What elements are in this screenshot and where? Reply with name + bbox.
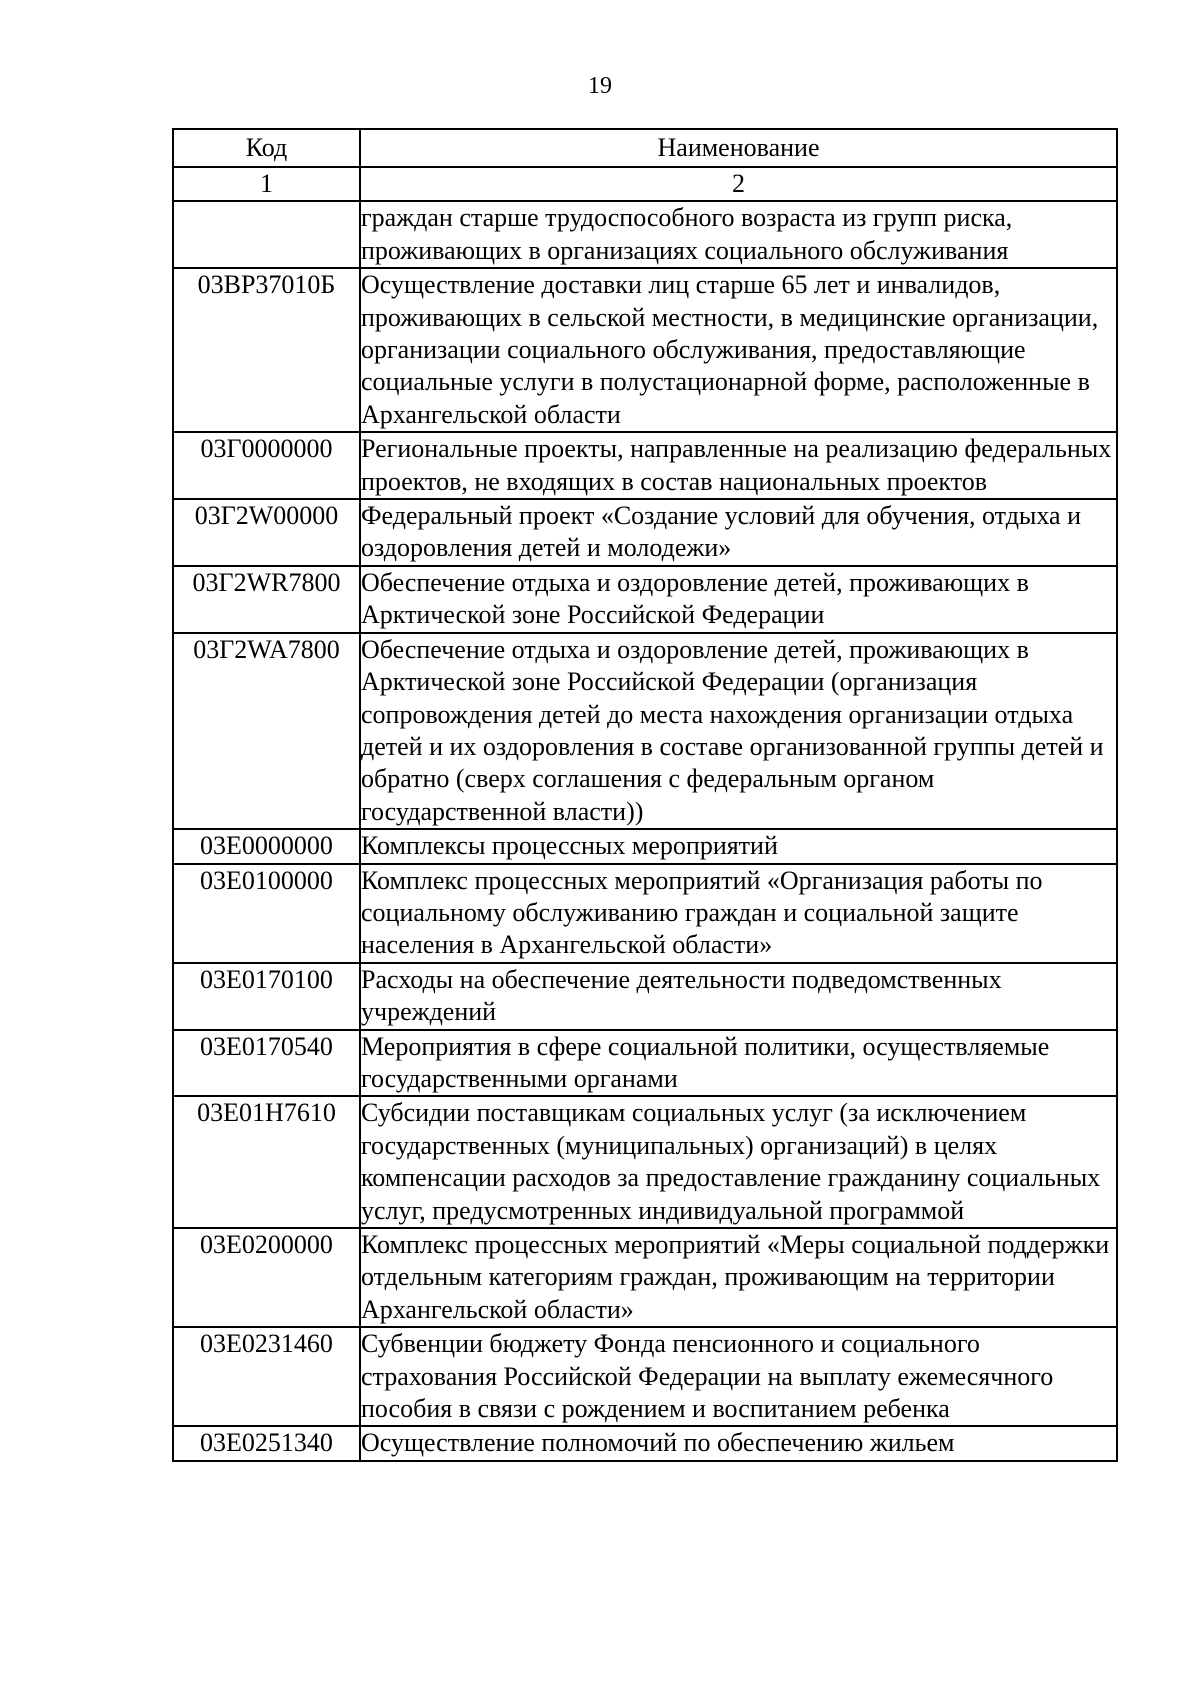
table-row	[173, 566, 1117, 633]
row-name: Осуществление доставки лиц старше 65 лет и инвалидов, проживающих в сельской местности, в медицинские организации, организации социального обслуживания, предоставляющие социальные услуги в полустационарной форме, расположенные в Архангельской области	[360, 268, 1117, 432]
table-row	[173, 864, 1117, 963]
column-number-code: 1	[173, 167, 360, 201]
table-row	[173, 1096, 1117, 1228]
row-code: 03Е0170540	[173, 1030, 360, 1097]
row-name: Обеспечение отдыха и оздоровление детей, проживающих в Арктической зоне Российской Федерации	[360, 566, 1117, 633]
row-code: 03Е0231460	[173, 1327, 360, 1426]
table-row	[173, 1228, 1117, 1327]
row-name: Осуществление полномочий по обеспечению жильем	[360, 1426, 1117, 1460]
page-number: 19	[588, 73, 612, 99]
row-code: 03Е0200000	[173, 1228, 360, 1327]
row-name: Субвенции бюджету Фонда пенсионного и социального страхования Российской Федерации на выплату ежемесячного пособия в связи с рождением и воспитанием ребенка	[360, 1327, 1117, 1426]
row-name: Комплексы процессных мероприятий	[360, 829, 1117, 863]
row-code: 03Е0100000	[173, 864, 360, 963]
row-name: Обеспечение отдыха и оздоровление детей, проживающих в Арктической зоне Российской Федерации (организация сопровождения детей до места нахождения организации отдыха детей и их оздоровления в составе организованной группы детей и обратно (сверх соглашения с федеральным органом государственной власти))	[360, 633, 1117, 829]
row-code: 03ВР37010Б	[173, 268, 360, 432]
row-code: 03Г2WR7800	[173, 566, 360, 633]
header-row	[173, 129, 1117, 167]
row-code: 03Г0000000	[173, 432, 360, 499]
table-row	[173, 1327, 1117, 1426]
header-number-row	[173, 167, 1117, 201]
row-name: Федеральный проект «Создание условий для обучения, отдыха и оздоровления детей и молодежи»	[360, 499, 1117, 566]
table-row	[173, 499, 1117, 566]
row-code: 03Е0251340	[173, 1426, 360, 1460]
table-row	[173, 1030, 1117, 1097]
row-code: 03Е0000000	[173, 829, 360, 863]
row-code: 03Е0170100	[173, 963, 360, 1030]
table-row	[173, 268, 1117, 432]
table-row	[173, 1426, 1117, 1460]
row-name: Комплекс процессных мероприятий «Организация работы по социальному обслуживанию граждан и социальной защите населения в Архангельской области»	[360, 864, 1117, 963]
row-code: 03Г2WA7800	[173, 633, 360, 829]
row-name: Комплекс процессных мероприятий «Меры социальной поддержки отдельным категориям граждан, проживающим на территории Архангельской области»	[360, 1228, 1117, 1327]
budget-codes-table	[172, 128, 1118, 1462]
row-code	[173, 201, 360, 268]
row-name: Мероприятия в сфере социальной политики, осуществляемые государственными органами	[360, 1030, 1117, 1097]
row-name: Субсидии поставщикам социальных услуг (за исключением государственных (муниципальных) организаций) в целях компенсации расходов за предоставление гражданину социальных услуг, предусмотренных индивидуальной программой	[360, 1096, 1117, 1228]
row-name: граждан старше трудоспособного возраста из групп риска, проживающих в организациях социального обслуживания	[360, 201, 1117, 268]
column-number-name: 2	[360, 167, 1117, 201]
table-row	[173, 829, 1117, 863]
table-row	[173, 432, 1117, 499]
row-name: Расходы на обеспечение деятельности подведомственных учреждений	[360, 963, 1117, 1030]
column-header-name: Наименование	[360, 129, 1117, 167]
row-name: Региональные проекты, направленные на реализацию федеральных проектов, не входящих в состав национальных проектов	[360, 432, 1117, 499]
row-code: 03Е01Н7610	[173, 1096, 360, 1228]
table-row	[173, 633, 1117, 829]
column-header-code: Код	[173, 129, 360, 167]
row-code: 03Г2W00000	[173, 499, 360, 566]
table-row	[173, 963, 1117, 1030]
table-row	[173, 201, 1117, 268]
